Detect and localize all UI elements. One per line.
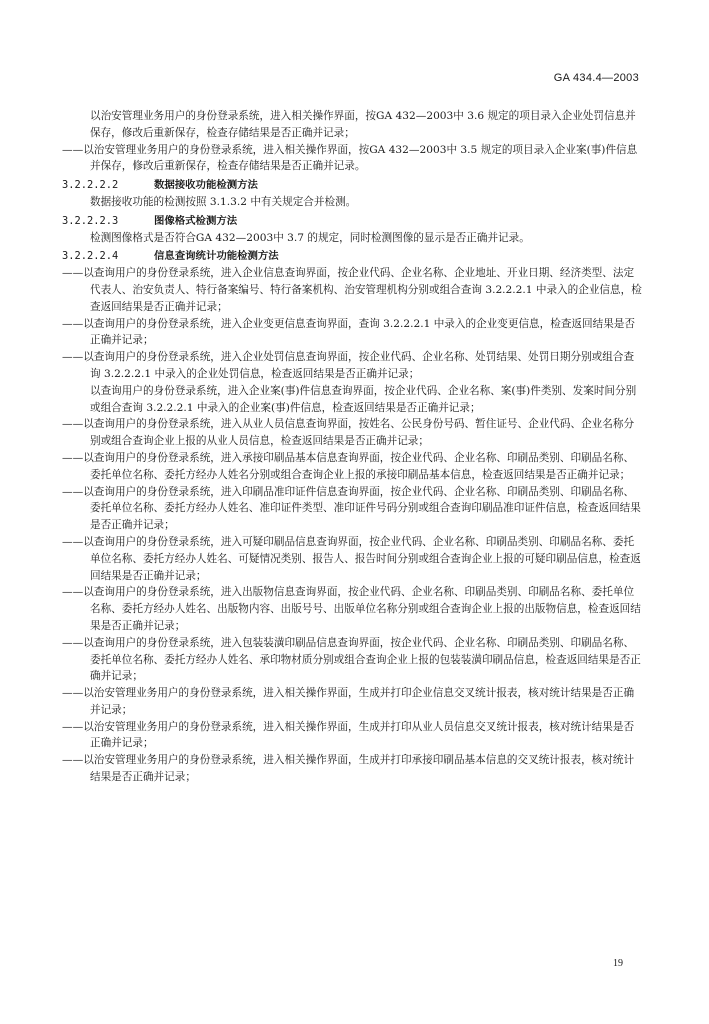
list-item: ——以查询用户的身份登录系统，进入企业信息查询界面，按企业代码、企业名称、企业地址、开业日期、经济类型、法定代表人、治安负责人、特行备案编号、特行备案机构、治安管理机构分别或组合查询 3.2.2.2.1 中录入的企业信息，检查返回结果是否正确并记录； — [62, 267, 642, 313]
intro-paragraph-1: 以治安管理业务用户的身份登录系统，进入相关操作界面，按GA 432—2003中 3.6 规定的项目录入企业处罚信息并保存，修改后重新保存，检查存储结果是否正确并记录； — [90, 110, 636, 139]
list-item: ——以查询用户的身份登录系统，进入出版物信息查询界面，按企业代码、企业名称、印刷品类别、印刷品名称、委托单位名称、委托方经办人姓名、出版物内容、出版号号、出版单位名称分别或组合查询企业上报的出版物信息，检查返回结果是否正确并记录； — [62, 586, 641, 632]
list-item: ——以查询用户的身份登录系统，进入包装装潢印刷品信息查询界面，按企业代码、企业名称、印刷品类别、印刷品名称、委托单位名称、委托方经办人姓名、承印物材质分别或组合查询企业上报的包装装潢印刷品信息，检查返回结果是否正确并记录； — [62, 636, 641, 683]
list-item: ——以查询用户的身份登录系统，进入承接印刷品基本信息查询界面，按企业代码、企业名称、印刷品类别、印刷品名称、委托单位名称、委托方经办人姓名分别或组合查询企业上报的承接印刷品基本信息，检查返回结果是否正确并记录； — [62, 451, 635, 481]
section-number: 3.2.2.2.3 — [62, 214, 119, 227]
section-paragraph: 数据接收功能的检测按照 3.1.3.2 中有关规定合并检测。 — [90, 195, 357, 208]
list-item: 以查询用户的身份登录系统，进入企业案(事)件信息查询界面，按企业代码、企业名称、案(事)件类别、发案时间分别或组合查询 3.2.2.2.1 中录入的企业案(事)件信息，检查返回结果是否正确并记录； — [90, 384, 637, 414]
document-body — [62, 108, 644, 786]
list-item: ——以查询用户的身份登录系统，进入企业变更信息查询界面，查询 3.2.2.2.1 中录入的企业变更信息，检查返回结果是否正确并记录； — [62, 317, 635, 347]
section-heading-image-format — [62, 213, 644, 230]
list-item: ——以治安管理业务用户的身份登录系统，进入相关操作界面，生成并打印企业信息交叉统计报表，核对统计结果是否正确并记录； — [62, 687, 635, 716]
section-heading-data-receive — [62, 177, 644, 194]
page-number: 19 — [613, 958, 623, 969]
list-item: ——以治安管理业务用户的身份登录系统，进入相关操作界面，生成并打印承接印刷品基本信息的交叉统计报表，核对统计结果是否正确并记录； — [62, 754, 635, 784]
section-number: 3.2.2.2.4 — [62, 250, 119, 263]
section-title: 信息查询统计功能检测方法 — [154, 250, 279, 263]
list-item: ——以查询用户的身份登录系统，进入印刷品准印证件信息查询界面，按企业代码、企业名称、印刷品类别、印刷品名称、委托单位名称、委托方经办人姓名、准印证件类型、准印证件号码分别或组合查询印刷品准印证件信息，检查返回结果是否正确并记录； — [62, 485, 641, 532]
intro-paragraph-2: ——以治安管理业务用户的身份登录系统，进入相关操作界面，按GA 432—2003中 3.5 规定的项目录入企业案(事)件信息并保存，修改后重新保存，检查存储结果是否正确并记录。 — [62, 143, 638, 173]
section-paragraph: 检测图像格式是否符合GA 432—2003中 3.7 的规定，同时检测图像的显示是否正确并记录。 — [90, 231, 530, 244]
list-item: ——以查询用户的身份登录系统，进入企业处罚信息查询界面，按企业代码、企业名称、处罚结果、处罚日期分别或组合查询 3.2.2.2.1 中录入的企业处罚信息，检查返回结果是否正确并记录； — [62, 351, 635, 380]
section-number: 3.2.2.2.2 — [62, 179, 119, 192]
section-title: 图像格式检测方法 — [154, 214, 238, 227]
section-title: 数据接收功能检测方法 — [154, 179, 258, 192]
standard-number: GA 434.4—2003 — [553, 72, 639, 84]
list-item: ——以查询用户的身份登录系统，进入可疑印刷品信息查询界面，按企业代码、企业名称、印刷品类别、印刷品名称、委托单位名称、委托方经办人姓名、可疑情况类别、报告人、报告时间分别或组合查询企业上报的可疑印刷品信息，检查返回结果是否正确并记录； — [62, 535, 641, 582]
section-heading-query-stats — [62, 248, 644, 265]
list-item: ——以治安管理业务用户的身份登录系统，进入相关操作界面，生成并打印从业人员信息交叉统计报表，核对统计结果是否正确并记录； — [62, 720, 635, 750]
list-item: ——以查询用户的身份登录系统，进入从业人员信息查询界面，按姓名、公民身份号码、暂住证号、企业代码、企业名称分别或组合查询企业上报的从业人员信息，检查返回结果是否正确并记录； — [62, 418, 635, 448]
